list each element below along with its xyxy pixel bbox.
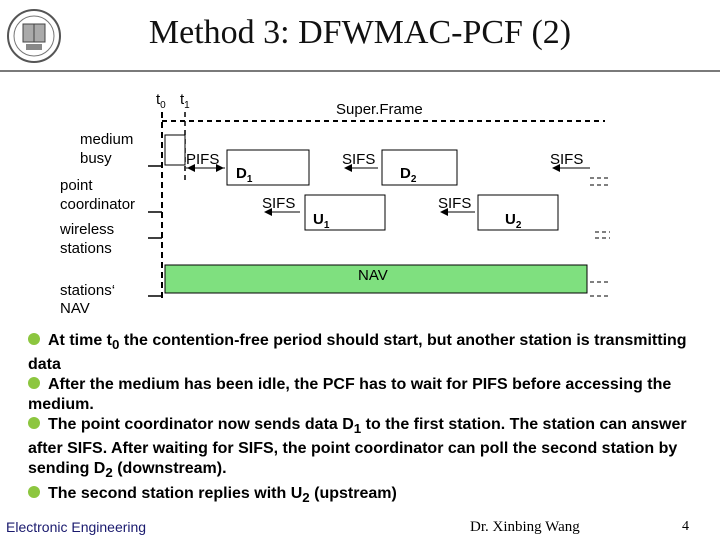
slide-title: Method 3: DFWMAC-PCF (2) [148, 14, 572, 51]
svg-text:busy: busy [80, 150, 112, 167]
sifs-label-1: SIFS [342, 151, 376, 168]
u2-label: $U_2$ [505, 211, 522, 231]
medium-busy-block [165, 135, 185, 165]
footer-dept: Electronic Engineering [6, 519, 147, 535]
svg-text:coordinator: coordinator [60, 196, 136, 213]
bullet-list [28, 331, 708, 508]
svg-text:NAV: NAV [60, 300, 90, 317]
page-number: 4 [682, 519, 689, 534]
t0-label: $t_0$ [156, 91, 166, 111]
u1-label: $U_1$ [313, 211, 330, 231]
sifs-label-2: SIFS [550, 151, 584, 168]
bullet-2: After the medium has been idle, the PCF has to wait for PIFS before accessing the medium. [28, 376, 672, 414]
label-wireless-stations: wireless [60, 221, 115, 238]
t1-label: $t_1$ [180, 91, 190, 111]
label-medium-busy: medium [80, 131, 134, 148]
sifs-label-4: SIFS [438, 195, 472, 212]
nav-label: NAV [358, 267, 388, 284]
d1-label: $D_1$ [236, 165, 253, 185]
title-divider [0, 70, 720, 72]
pifs-label: PIFS [186, 151, 220, 168]
bullet-1: At time $t_0$ the contention-free period should start, but another station is transmitting data [28, 332, 687, 374]
superframe-label: Super.Frame [336, 101, 423, 118]
bullet-dot [28, 333, 40, 345]
bullet-dot [28, 486, 40, 498]
footer-author: Dr. Xinbing Wang [470, 519, 580, 535]
label-point-coordinator: point [60, 177, 93, 194]
pcf-timing-diagram [0, 80, 720, 320]
bullet-4: The second station replies with $U_2$ (upstream) [28, 484, 708, 508]
sifs-label-3: SIFS [262, 195, 296, 212]
d2-label: $D_2$ [400, 165, 417, 185]
svg-text:stations: stations [60, 240, 112, 257]
bullet-dot [28, 417, 40, 429]
bullet-dot [28, 377, 40, 389]
bullet-3: The point coordinator now sends data $D_1$ to the first station. The station can answer after SIFS. After waiting for SIFS, the point coordinator can poll the second station by sending $D_2$ (downstream). [28, 416, 687, 481]
label-stations-nav: stations‘ [60, 282, 116, 299]
d2-frame [382, 150, 457, 185]
